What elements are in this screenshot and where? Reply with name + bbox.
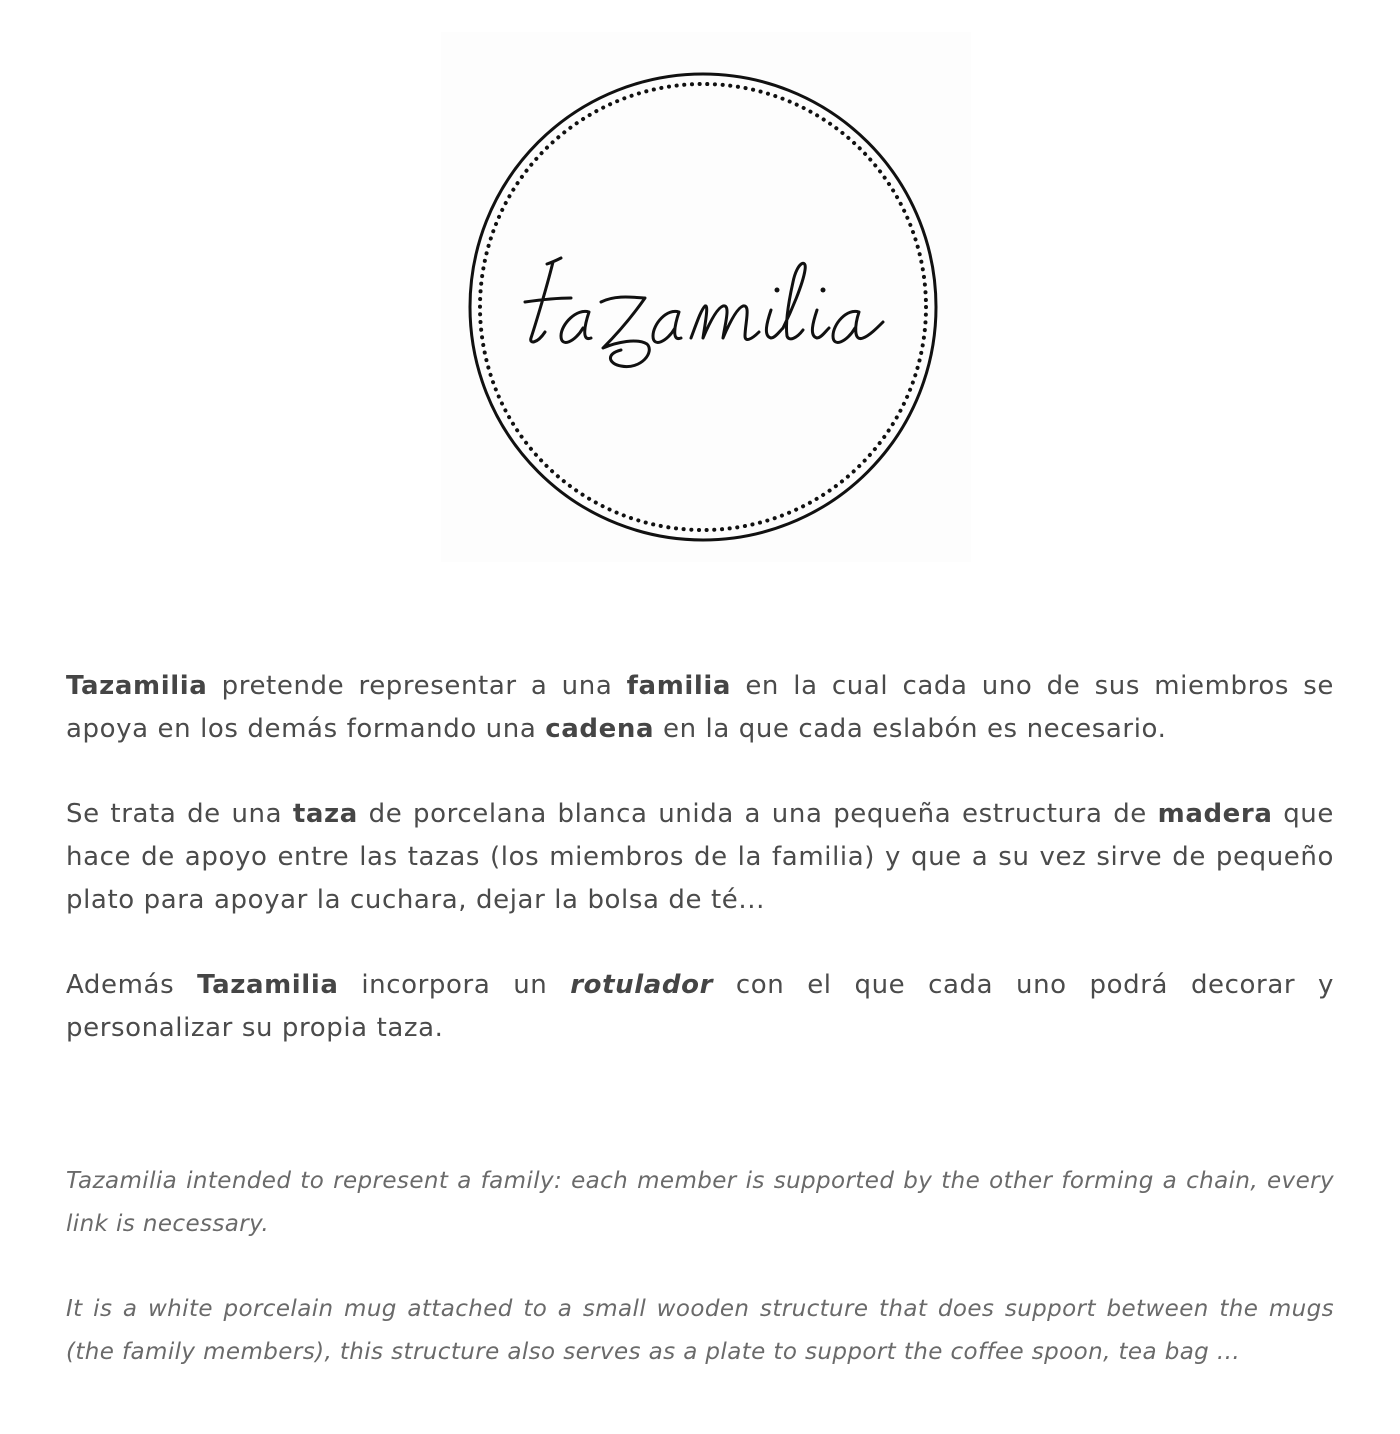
text-run: pretende representar a una [207, 671, 627, 701]
emphasis-tazamilia: Tazamilia [197, 970, 339, 1000]
text-run: que hace de apoyo entre las tazas (los miembros de la familia) y que a su vez sirve de pequeño plato para apoyar la cuchara, dejar la bolsa de té... [66, 799, 1334, 915]
spanish-paragraph-1 [66, 665, 1334, 751]
english-paragraph-1: Tazamilia intended to represent a family: each member is supported by the other forming a chain, every link is necessary. [66, 1168, 1334, 1237]
emphasis-tazamilia: Tazamilia [66, 671, 208, 701]
logo-seal-icon [441, 32, 971, 562]
emphasis-cadena: cadena [545, 714, 655, 744]
article-body [66, 665, 1334, 1416]
tazamilia-logo [441, 32, 971, 562]
text-run: de porcelana blanca unida a una pequeña estructura de [357, 799, 1158, 829]
text-run: Además [66, 970, 198, 1000]
text-run: en la que cada eslabón es necesario. [654, 714, 1167, 744]
emphasis-familia: familia [626, 671, 732, 701]
text-run: con el que cada uno podrá decorar y personalizar su propia taza. [66, 970, 1334, 1043]
emphasis-taza: taza [292, 799, 358, 829]
text-run: Se trata de una [66, 799, 293, 829]
english-paragraph-2: It is a white porcelain mug attached to a small wooden structure that does support between the mugs (the family members), this structure also serves as a plate to support the coffee spoon, tea bag ... [66, 1296, 1334, 1365]
emphasis-madera: madera [1157, 799, 1273, 829]
english-description [66, 1160, 1334, 1374]
spanish-paragraph-3 [66, 964, 1334, 1050]
text-run: en la cual cada uno de sus miembros se apoya en los demás formando una [66, 671, 1334, 744]
spanish-description [66, 665, 1334, 1050]
spanish-paragraph-2 [66, 793, 1334, 922]
emphasis-rotulador: rotulador [570, 970, 714, 1000]
text-run: incorpora un [338, 970, 571, 1000]
logo-wordmark [525, 258, 883, 367]
